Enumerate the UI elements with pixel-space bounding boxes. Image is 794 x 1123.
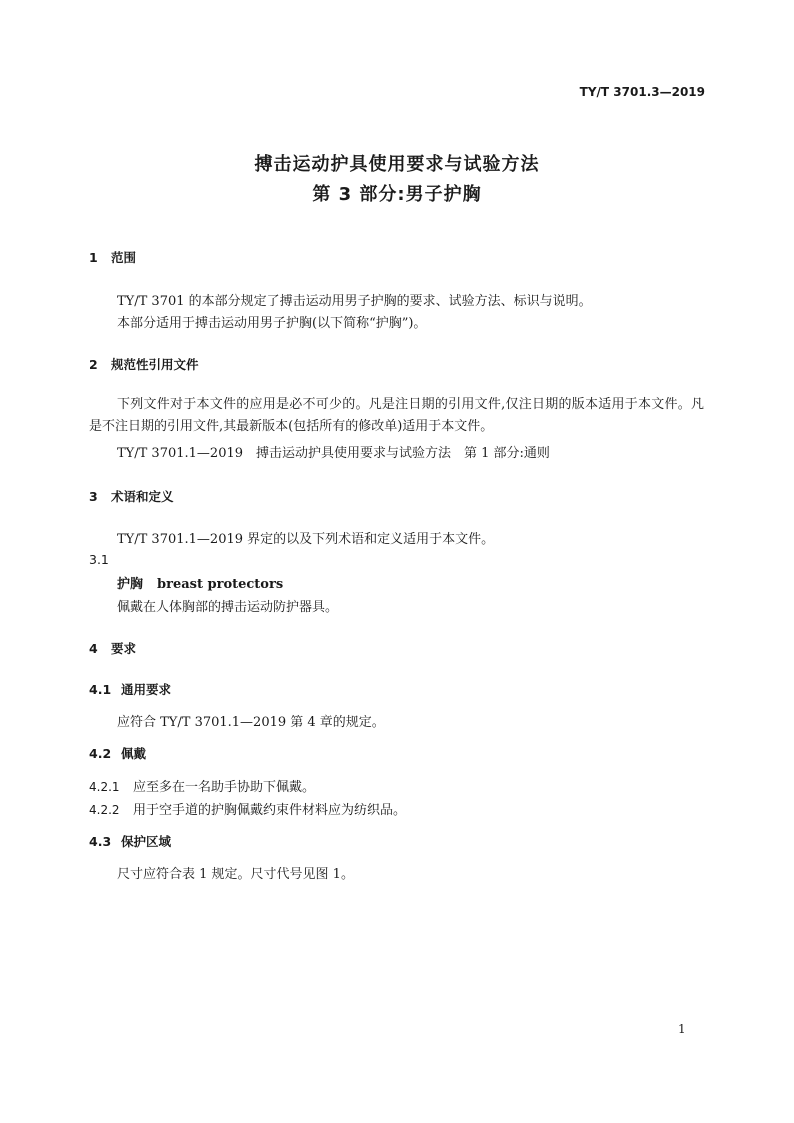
section-2-number: 2 — [89, 357, 98, 372]
term-definition: 佩戴在人体胸部的搏击运动防护器具。 — [117, 600, 339, 615]
page-number: 1 — [678, 1022, 686, 1036]
section-4-1-number: 4.1 — [89, 682, 112, 697]
list-item — [89, 799, 406, 818]
list-item — [89, 776, 315, 795]
section-4-3-paragraph: 尺寸应符合表 1 规定。尺寸代号见图 1。 — [117, 867, 354, 882]
list-item-number: 4.2.1 — [89, 780, 120, 794]
section-4-1-title: 通用要求 — [121, 682, 172, 697]
section-3-paragraph-1: TY/T 3701.1—2019 界定的以及下列术语和定义适用于本文件。 — [117, 532, 495, 547]
section-1-paragraph-2: 本部分适用于搏击运动用男子护胸(以下简称“护胸”)。 — [117, 316, 427, 331]
section-3-heading — [89, 487, 174, 505]
list-item-text: 应至多在一名助手协助下佩戴。 — [133, 780, 316, 795]
section-1-paragraph-1: TY/T 3701 的本部分规定了搏击运动用男子护胸的要求、试验方法、标识与说明。 — [117, 294, 592, 309]
section-2-paragraph-1: 下列文件对于本文件的应用是必不可少的。凡是注日期的引用文件,仅注日期的版本适用于本文件。凡是不注日期的引用文件,其最新版本(包括所有的修改单)适用于本文件。 — [89, 397, 704, 434]
document-number: TY/T 3701.3—2019 — [579, 85, 705, 99]
section-3-title: 术语和定义 — [111, 489, 174, 504]
section-4-2-heading — [89, 744, 146, 762]
section-4-number: 4 — [89, 641, 98, 656]
section-4-1-heading — [89, 680, 171, 698]
list-item-text: 用于空手道的护胸佩戴约束件材料应为纺织品。 — [133, 803, 407, 818]
section-4-2-number: 4.2 — [89, 746, 112, 761]
section-1-number: 1 — [89, 250, 98, 265]
normative-reference: TY/T 3701.1—2019 搏击运动护具使用要求与试验方法 第 1 部分:通则 — [117, 446, 550, 461]
section-4-2-title: 佩戴 — [121, 746, 147, 761]
section-1-title: 范围 — [111, 250, 137, 265]
term-entry — [117, 573, 283, 592]
section-1-heading — [89, 248, 136, 266]
term-number: 3.1 — [89, 552, 109, 567]
title-line-2: 第 3 部分:男子护胸 — [312, 184, 482, 205]
section-4-heading — [89, 639, 136, 657]
section-4-title: 要求 — [111, 641, 137, 656]
term-chinese: 护胸 — [117, 577, 144, 592]
section-4-3-heading — [89, 832, 171, 850]
section-3-number: 3 — [89, 489, 98, 504]
list-item-number: 4.2.2 — [89, 803, 120, 817]
term-english: breast protectors — [157, 577, 284, 592]
section-2-heading — [89, 355, 199, 373]
section-4-3-number: 4.3 — [89, 834, 112, 849]
title-line-1: 搏击运动护具使用要求与试验方法 — [254, 154, 540, 175]
section-4-1-paragraph: 应符合 TY/T 3701.1—2019 第 4 章的规定。 — [117, 715, 385, 730]
section-4-3-title: 保护区域 — [121, 834, 172, 849]
section-2-title: 规范性引用文件 — [111, 357, 199, 372]
